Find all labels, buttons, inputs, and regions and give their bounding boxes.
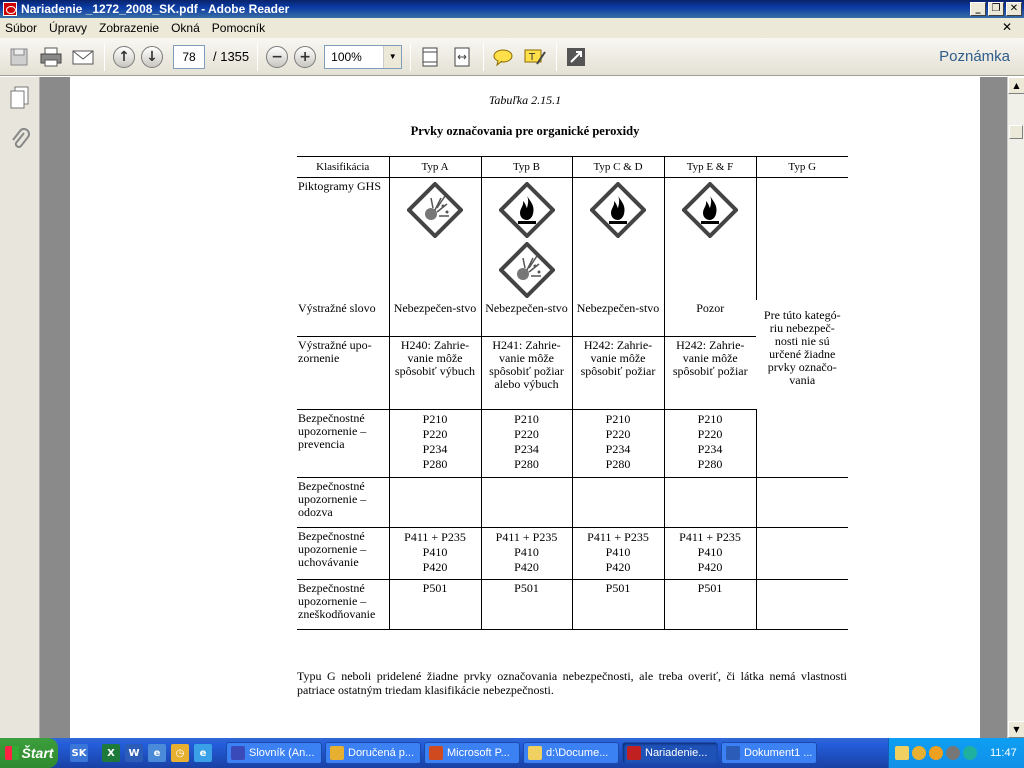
save-icon <box>8 46 30 68</box>
prevention-ef: P210 P220 P234 P280 <box>664 409 756 477</box>
close-document-icon[interactable]: ✕ <box>1001 20 1012 34</box>
task-documents-folder[interactable]: d:\Docume... <box>523 742 619 764</box>
flame-pictogram <box>682 182 738 238</box>
fit-width-button[interactable] <box>449 44 475 70</box>
exploding-bomb-pictogram <box>407 182 463 238</box>
mail-tray-icon[interactable] <box>895 746 909 760</box>
close-button[interactable]: ✕ <box>1006 2 1022 16</box>
menu-subor[interactable]: Súbor <box>5 21 38 35</box>
shield-tray-icon[interactable] <box>912 746 926 760</box>
hazard-cd: H242: Zahrie-vanie môže spôsobiť požiar <box>572 336 664 409</box>
excel-icon[interactable]: X <box>102 744 120 762</box>
fit-width-icon <box>452 46 472 68</box>
response-g <box>756 477 848 527</box>
signal-word-ef: Pozor <box>664 300 756 336</box>
document-viewport[interactable] <box>40 77 1007 738</box>
dictionary-icon <box>231 746 245 760</box>
signal-word-cd: Nebezpečen-stvo <box>572 300 664 336</box>
quicklaunch-app-icon[interactable]: e <box>148 744 166 762</box>
prevention-label: Bezpečnostné upozornenie – prevencia <box>297 409 389 477</box>
disposal-ef: P501 <box>664 579 756 629</box>
pictogram-cell <box>572 178 664 301</box>
scroll-thumb[interactable] <box>1009 125 1023 139</box>
email-button[interactable] <box>70 44 96 70</box>
save-button[interactable] <box>6 44 32 70</box>
table-row <box>297 477 848 527</box>
vertical-scrollbar[interactable] <box>1007 77 1024 738</box>
header-type-a: Typ A <box>389 157 481 178</box>
response-label: Bezpečnostné upozornenie – odozva <box>297 477 389 527</box>
envelope-icon <box>71 47 95 67</box>
clock: 11:47 <box>990 747 1017 759</box>
printer-icon <box>39 46 63 68</box>
table-header-row <box>297 157 848 178</box>
minimize-button[interactable]: _ <box>970 2 986 16</box>
storage-ef: P411 + P235 P410 P420 <box>664 527 756 579</box>
comment-button[interactable] <box>490 44 516 70</box>
volume-tray-icon[interactable] <box>946 746 960 760</box>
restore-button[interactable]: ❐ <box>988 2 1004 16</box>
window-title: Nariadenie _1272_2008_SK.pdf - Adobe Reader <box>21 2 290 16</box>
flame-pictogram <box>590 182 646 238</box>
header-type-b: Typ B <box>481 157 572 178</box>
response-b <box>481 477 572 527</box>
windows-logo-icon <box>5 746 19 760</box>
storage-b: P411 + P235 P410 P420 <box>481 527 572 579</box>
table-row <box>297 409 848 477</box>
text-markup-button[interactable] <box>522 44 548 70</box>
navigation-panel <box>0 77 40 738</box>
highlighter-icon <box>523 46 547 68</box>
start-button[interactable] <box>0 738 58 768</box>
response-a <box>389 477 481 527</box>
disposal-g <box>756 579 848 629</box>
pictogram-cell <box>481 178 572 301</box>
exploding-bomb-pictogram <box>499 242 555 298</box>
quicklaunch-sk-icon[interactable]: SK <box>70 744 88 762</box>
type-g-note-cell <box>756 178 848 410</box>
task-dorucena-posta[interactable]: Doručená p... <box>325 742 421 764</box>
storage-label: Bezpečnostné upozornenie – uchovávanie <box>297 527 389 579</box>
powerpoint-icon <box>429 746 443 760</box>
folder-icon <box>528 746 542 760</box>
title-bar[interactable] <box>0 0 1024 18</box>
disposal-cd: P501 <box>572 579 664 629</box>
signal-word-a: Nebezpečen-stvo <box>389 300 481 336</box>
page-number-input[interactable]: 78 <box>173 45 205 69</box>
note-label[interactable]: Poznámka <box>939 48 1010 65</box>
task-nariadenie[interactable]: Nariadenie... <box>622 742 718 764</box>
toolbar-separator <box>483 43 484 71</box>
table-row <box>297 178 848 301</box>
table-caption: Tabuľka 2.15.1 <box>488 93 562 107</box>
pages-panel-button[interactable] <box>9 85 31 112</box>
signal-word-label: Výstražné slovo <box>297 300 389 336</box>
menu-zobrazenie[interactable]: Zobrazenie <box>99 21 160 35</box>
toolbar <box>0 38 1024 76</box>
prevention-b: P210 P220 P234 P280 <box>481 409 572 477</box>
paperclip-icon <box>9 127 31 151</box>
word-icon[interactable]: W <box>125 744 143 762</box>
header-type-ef: Typ E & F <box>664 157 756 178</box>
fit-page-icon <box>420 46 440 68</box>
disposal-label: Bezpečnostné upozornenie – zneškodňovanie <box>297 579 389 629</box>
toolbar-separator <box>257 43 258 71</box>
storage-cd: P411 + P235 P410 P420 <box>572 527 664 579</box>
svg-text:T: T <box>529 51 536 63</box>
pdf-page <box>70 77 980 738</box>
clock-tray-icon[interactable] <box>929 746 943 760</box>
prevention-a: P210 P220 P234 P280 <box>389 409 481 477</box>
hazard-b: H241: Zahrie-vanie môže spôsobiť požiar alebo výbuch <box>481 336 572 409</box>
pictograms-label: Piktogramy GHS <box>297 178 389 301</box>
fit-page-button[interactable] <box>417 44 443 70</box>
minus-icon: − <box>266 46 288 68</box>
system-tray <box>888 738 1024 768</box>
comment-icon <box>492 47 514 67</box>
storage-a: P411 + P235 P410 P420 <box>389 527 481 579</box>
pictogram-cell <box>664 178 756 301</box>
hazard-a: H240: Zahrie-vanie môže spôsobiť výbuch <box>389 336 481 409</box>
response-cd <box>572 477 664 527</box>
zoom-in-button[interactable] <box>292 44 318 70</box>
footnote-text: Typu G neboli pridelené žiadne prvky označovania nebezpečnosti, ale treba overiť, či látka nemá vlastnosti patriace ostatným triedam klasifikácie nebezpečnosti. <box>297 669 847 697</box>
signal-word-b: Nebezpečen-stvo <box>481 300 572 336</box>
plus-icon: + <box>294 46 316 68</box>
print-button[interactable] <box>38 44 64 70</box>
network-tray-icon[interactable] <box>963 746 977 760</box>
toolbar-separator <box>104 43 105 71</box>
attachments-panel-button[interactable] <box>9 127 31 154</box>
toolbar-separator <box>556 43 557 71</box>
arrow-down-icon: ↓ <box>141 46 163 68</box>
task-dokument1[interactable]: Dokument1 ... <box>721 742 817 764</box>
zoom-select[interactable] <box>324 45 402 69</box>
next-page-button[interactable] <box>139 44 165 70</box>
scroll-up-button[interactable]: ▲ <box>1008 77 1024 94</box>
outlook-icon <box>330 746 344 760</box>
menu-upravy[interactable]: Úpravy <box>49 21 88 35</box>
hazard-label: Výstražné upo-zornenie <box>297 336 389 409</box>
header-type-cd: Typ C & D <box>572 157 664 178</box>
hazard-ef: H242: Zahrie-vanie môže spôsobiť požiar <box>664 336 756 409</box>
table-row <box>297 527 848 579</box>
pictogram-cell <box>389 178 481 301</box>
adobe-reader-icon <box>3 2 17 16</box>
word-document-icon <box>726 746 740 760</box>
toolbar-separator <box>410 43 411 71</box>
table-title: Prvky označovania pre organické peroxidy <box>410 124 640 138</box>
taskbar <box>0 738 1024 768</box>
pages-icon <box>9 85 31 109</box>
menu-pomocnik[interactable]: Pomocník <box>211 21 266 35</box>
arrow-up-icon: ↑ <box>113 46 135 68</box>
adobe-reader-icon <box>627 746 641 760</box>
header-type-g: Typ G <box>756 157 848 178</box>
task-slovnik[interactable]: Slovník (An... <box>226 742 322 764</box>
peroxide-label-table <box>297 156 848 630</box>
clock-app-icon[interactable]: ◷ <box>171 744 189 762</box>
chevron-down-icon[interactable]: ▼ <box>383 46 401 68</box>
prevention-g <box>756 409 848 477</box>
table-row <box>297 579 848 629</box>
type-g-note: Pre túto kategó-riu nebezpeč-nosti nie sú určené žiadne prvky označo-vania <box>763 307 841 387</box>
expand-icon <box>565 46 587 68</box>
menu-okna[interactable]: Okná <box>171 21 200 35</box>
prevention-cd: P210 P220 P234 P280 <box>572 409 664 477</box>
response-ef <box>664 477 756 527</box>
full-screen-button[interactable] <box>563 44 589 70</box>
header-classification: Klasifikácia <box>297 157 389 178</box>
scroll-down-button[interactable]: ▼ <box>1008 721 1024 738</box>
task-microsoft-powerpoint[interactable]: Microsoft P... <box>424 742 520 764</box>
page-total: / 1355 <box>213 49 250 64</box>
start-label: Štart <box>21 745 54 761</box>
menu-bar <box>0 18 1024 38</box>
disposal-b: P501 <box>481 579 572 629</box>
storage-g <box>756 527 848 579</box>
previous-page-button[interactable] <box>111 44 137 70</box>
internet-explorer-icon[interactable]: e <box>194 744 212 762</box>
zoom-out-button[interactable] <box>264 44 290 70</box>
zoom-value: 100% <box>331 49 362 64</box>
disposal-a: P501 <box>389 579 481 629</box>
flame-pictogram <box>499 182 555 238</box>
